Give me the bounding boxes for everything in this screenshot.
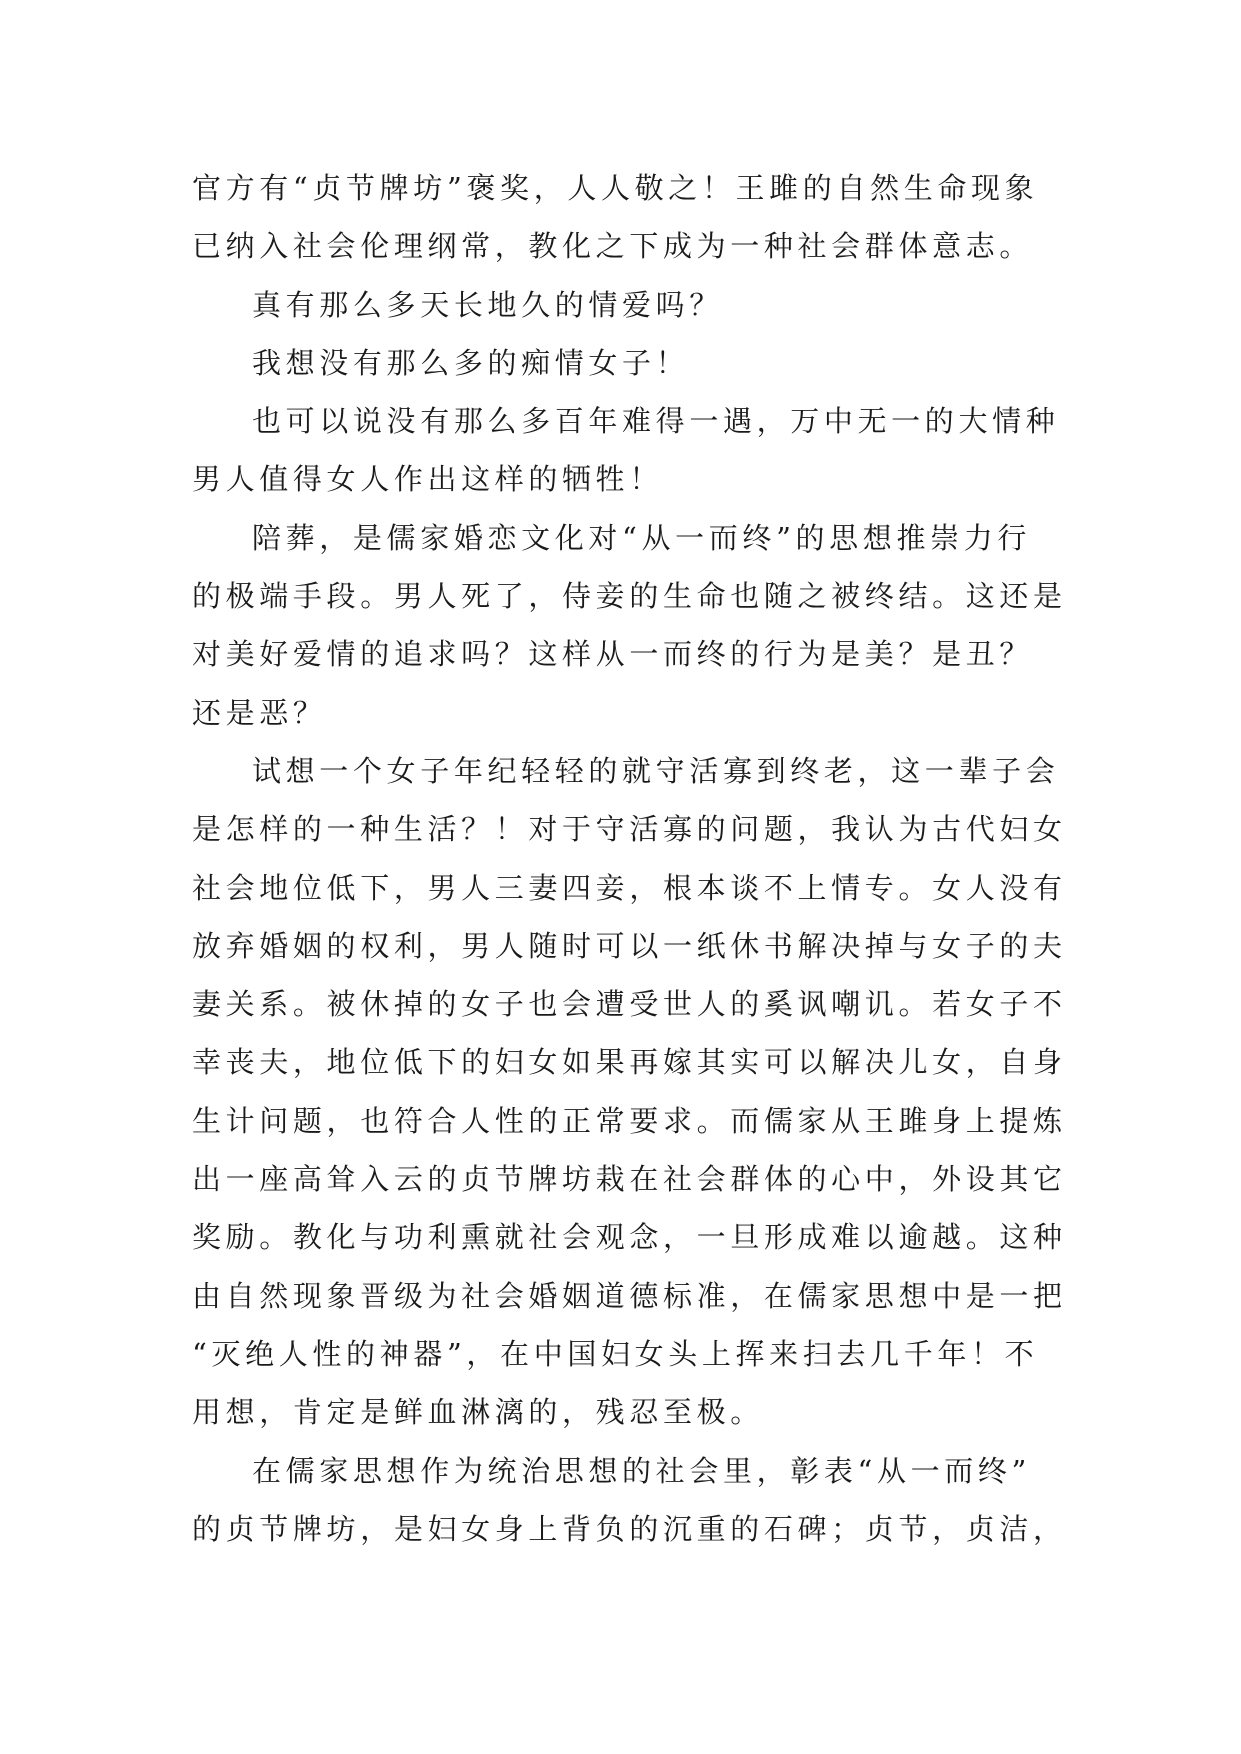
text-line: 妻关系。被休掉的女子也会遭受世人的奚讽嘲讥。若女子不 xyxy=(192,987,1067,1022)
text-line: 的极端手段。男人死了，侍妾的生命也随之被终结。这还是 xyxy=(192,579,1067,614)
text-line: 由自然现象晋级为社会婚姻道德标准，在儒家思想中是一把 xyxy=(192,1278,1067,1313)
text-line: 试想一个女子年纪轻轻的就守活寡到终老，这一辈子会 xyxy=(252,753,1060,788)
text-line: 幸丧夫，地位低下的妇女如果再嫁其实可以解决儿女，自身 xyxy=(192,1045,1067,1080)
text-line: 的贞节牌坊，是妇女身上背负的沉重的石碑；贞节，贞洁， xyxy=(192,1511,1067,1546)
text-line: 陪葬，是儒家婚恋文化对“从一而终”的思想推崇力行 xyxy=(252,520,1032,555)
text-line: 生计问题，也符合人性的正常要求。而儒家从王雎身上提炼 xyxy=(192,1103,1067,1138)
text-line: 是怎样的一种生活？！对于守活寡的问题，我认为古代妇女 xyxy=(192,812,1067,847)
text-line: 用想，肯定是鲜血淋漓的，残忍至极。 xyxy=(192,1395,764,1430)
text-line: 社会地位低下，男人三妻四妾，根本谈不上情专。女人没有 xyxy=(192,870,1067,905)
text-line: 官方有“贞节牌坊”褒奖，人人敬之！王雎的自然生命现象 xyxy=(192,171,1039,205)
text-line: 我想没有那么多的痴情女子！ xyxy=(252,345,690,380)
text-line: “灭绝人性的神器”，在中国妇女头上挥来扫去几千年！不 xyxy=(192,1336,1039,1371)
document-body xyxy=(192,159,1067,1558)
text-line: 在儒家思想作为统治思想的社会里，彰表“从一而终” xyxy=(252,1453,1032,1488)
text-line: 放弃婚姻的权利，男人随时可以一纸休书解决掉与女子的夫 xyxy=(192,928,1067,963)
text-line: 男人值得女人作出这样的牺牲！ xyxy=(192,462,663,497)
text-line: 还是恶？ xyxy=(192,695,327,730)
text-line: 真有那么多天长地久的情爱吗？ xyxy=(252,287,723,322)
text-line: 奖励。教化与功利熏就社会观念，一旦形成难以逾越。这种 xyxy=(192,1220,1067,1255)
text-line: 出一座高耸入云的贞节牌坊栽在社会群体的心中，外设其它 xyxy=(192,1162,1067,1197)
text-line: 已纳入社会伦理纲常，教化之下成为一种社会群体意志。 xyxy=(192,229,1034,264)
text-line: 也可以说没有那么多百年难得一遇，万中无一的大情种 xyxy=(252,404,1060,439)
text-line: 对美好爱情的追求吗？这样从一而终的行为是美？是丑？ xyxy=(192,637,1034,672)
